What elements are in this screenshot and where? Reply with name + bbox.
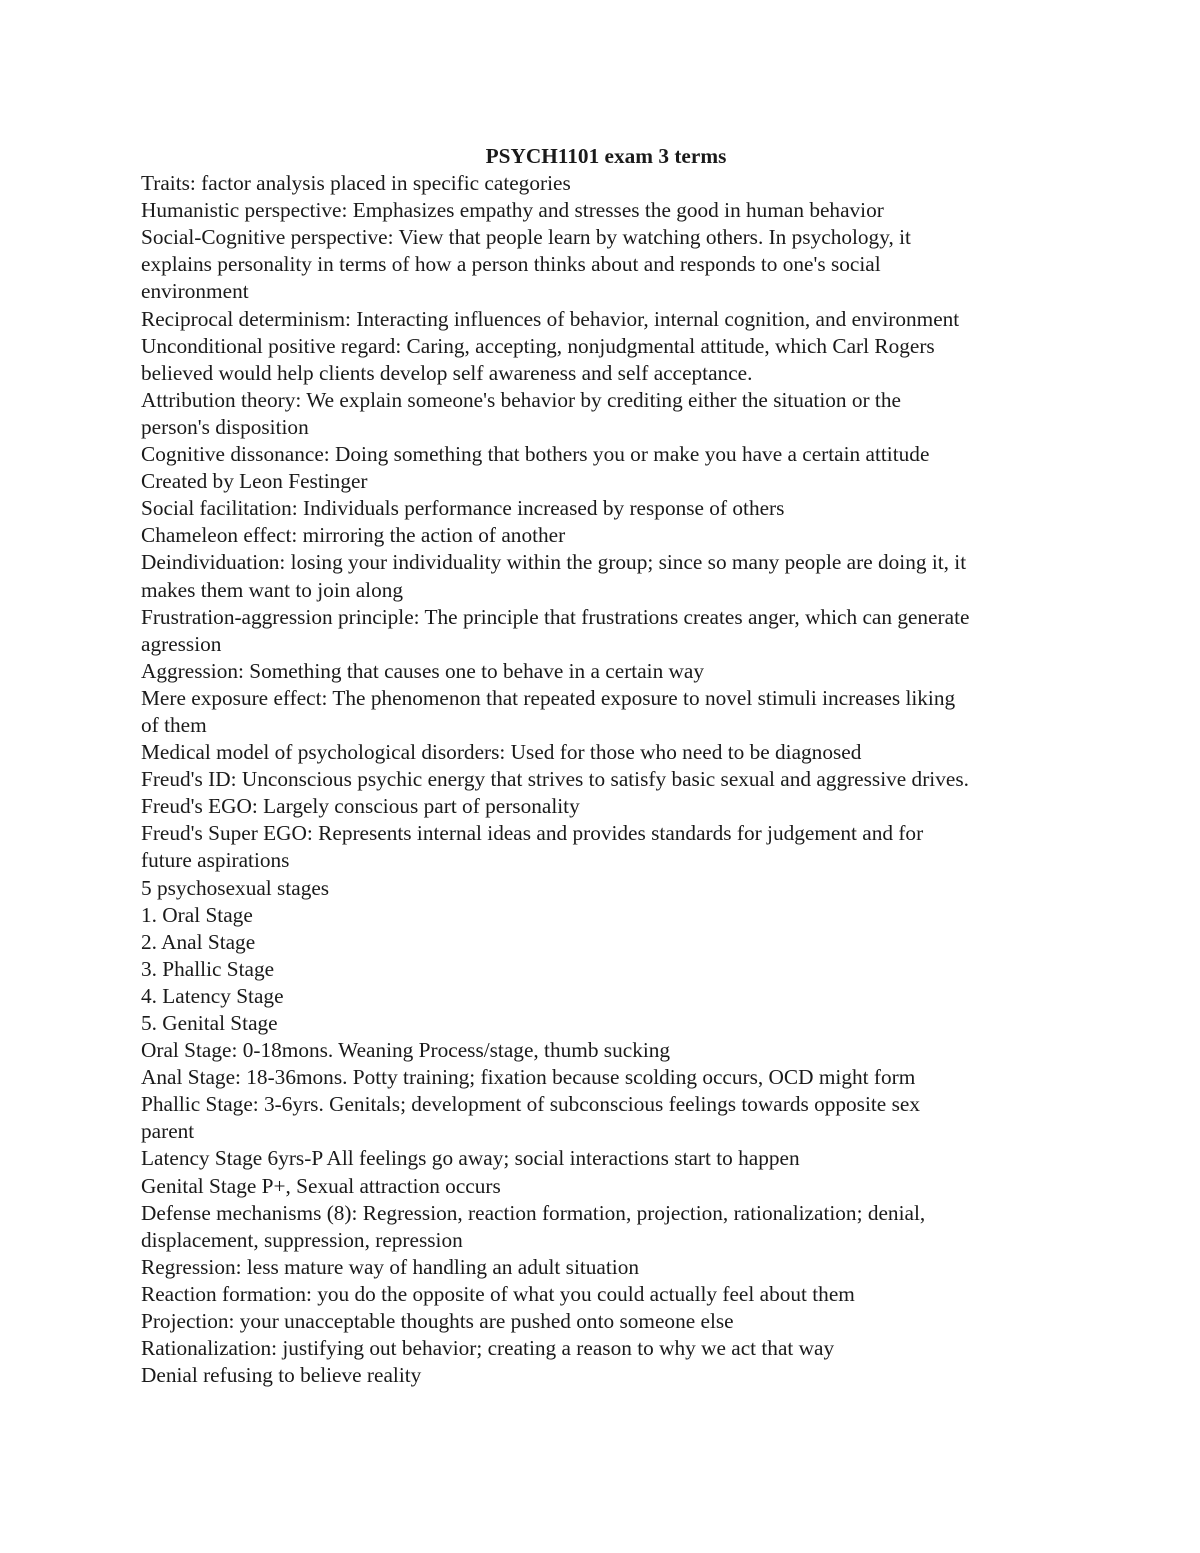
document-line: Latency Stage 6yrs-P All feelings go away; social interactions start to happen (141, 1146, 800, 1171)
document-line: Defense mechanisms (8): Regression, reaction formation, projection, rationalization; denial, (141, 1200, 926, 1225)
document-line: of them (141, 712, 207, 737)
document-line: Attribution theory: We explain someone's behavior by crediting either the situation or the (141, 387, 901, 412)
document-line: Unconditional positive regard: Caring, accepting, nonjudgmental attitude, which Carl Rogers (141, 333, 935, 358)
document-line: Medical model of psychological disorders: Used for those who need to be diagnosed (141, 740, 862, 765)
document-line: Regression: less mature way of handling an adult situation (141, 1254, 640, 1279)
document-line: 2. Anal Stage (141, 929, 256, 954)
document-title: PSYCH1101 exam 3 terms (485, 144, 727, 168)
document-line: Denial refusing to believe reality (141, 1363, 422, 1388)
document-line: Frustration-aggression principle: The principle that frustrations creates anger, which can generate (141, 604, 970, 629)
document-line: Rationalization: justifying out behavior; creating a reason to why we act that way (141, 1336, 835, 1361)
document-line: Chameleon effect: mirroring the action of another (141, 523, 566, 548)
document-line: makes them want to join along (141, 577, 404, 602)
document-line: Projection: your unacceptable thoughts are pushed onto someone else (141, 1309, 734, 1334)
document-body (141, 143, 1071, 1389)
document-line: 4. Latency Stage (141, 983, 284, 1008)
document-line: Cognitive dissonance: Doing something that bothers you or make you have a certain attitude (141, 442, 930, 467)
document-line: parent (141, 1119, 195, 1144)
document-line: Reciprocal determinism: Interacting influences of behavior, internal cognition, and environment (141, 306, 960, 331)
document-line: Traits: factor analysis placed in specific categories (141, 171, 571, 196)
document-line: Oral Stage: 0-18mons. Weaning Process/stage, thumb sucking (141, 1038, 671, 1063)
document-line: future aspirations (141, 848, 290, 873)
document-line: Aggression: Something that causes one to behave in a certain way (141, 658, 705, 683)
document-line: Phallic Stage: 3-6yrs. Genitals; development of subconscious feelings towards opposite sex (141, 1092, 920, 1117)
document-line: 5. Genital Stage (141, 1011, 278, 1035)
document-line: Reaction formation: you do the opposite of what you could actually feel about them (141, 1281, 855, 1306)
document-lines (141, 170, 1071, 1389)
document-line: environment (141, 279, 249, 304)
document-line: Freud's EGO: Largely conscious part of personality (141, 794, 580, 819)
document-line: Anal Stage: 18-36mons. Potty training; fixation because scolding occurs, OCD might form (141, 1065, 916, 1090)
document-line: 1. Oral Stage (141, 902, 253, 927)
document-line: Genital Stage P+, Sexual attraction occurs (141, 1173, 501, 1198)
document-line: explains personality in terms of how a person thinks about and responds to one's social (141, 252, 881, 277)
document-line: Freud's ID: Unconscious psychic energy that strives to satisfy basic sexual and aggressive drives. (141, 767, 969, 792)
document-line: agression (141, 631, 222, 656)
document-line: 3. Phallic Stage (141, 956, 275, 981)
document-line: Humanistic perspective: Emphasizes empathy and stresses the good in human behavior (141, 198, 884, 223)
document-line: person's disposition (141, 414, 309, 439)
document-line: Social facilitation: Individuals performance increased by response of others (141, 496, 785, 521)
document-line: Mere exposure effect: The phenomenon that repeated exposure to novel stimuli increases liking (141, 685, 956, 710)
document-line: believed would help clients develop self awareness and self acceptance. (141, 360, 753, 385)
document-line: Created by Leon Festinger (141, 469, 368, 494)
document-line: Social-Cognitive perspective: View that people learn by watching others. In psychology, it (141, 225, 911, 250)
document-line: Deindividuation: losing your individuality within the group; since so many people are doing it, it (141, 550, 967, 575)
document-line: 5 psychosexual stages (141, 875, 330, 900)
document-line: Freud's Super EGO: Represents internal ideas and provides standards for judgement and for (141, 821, 924, 846)
document-line: displacement, suppression, repression (141, 1227, 463, 1252)
